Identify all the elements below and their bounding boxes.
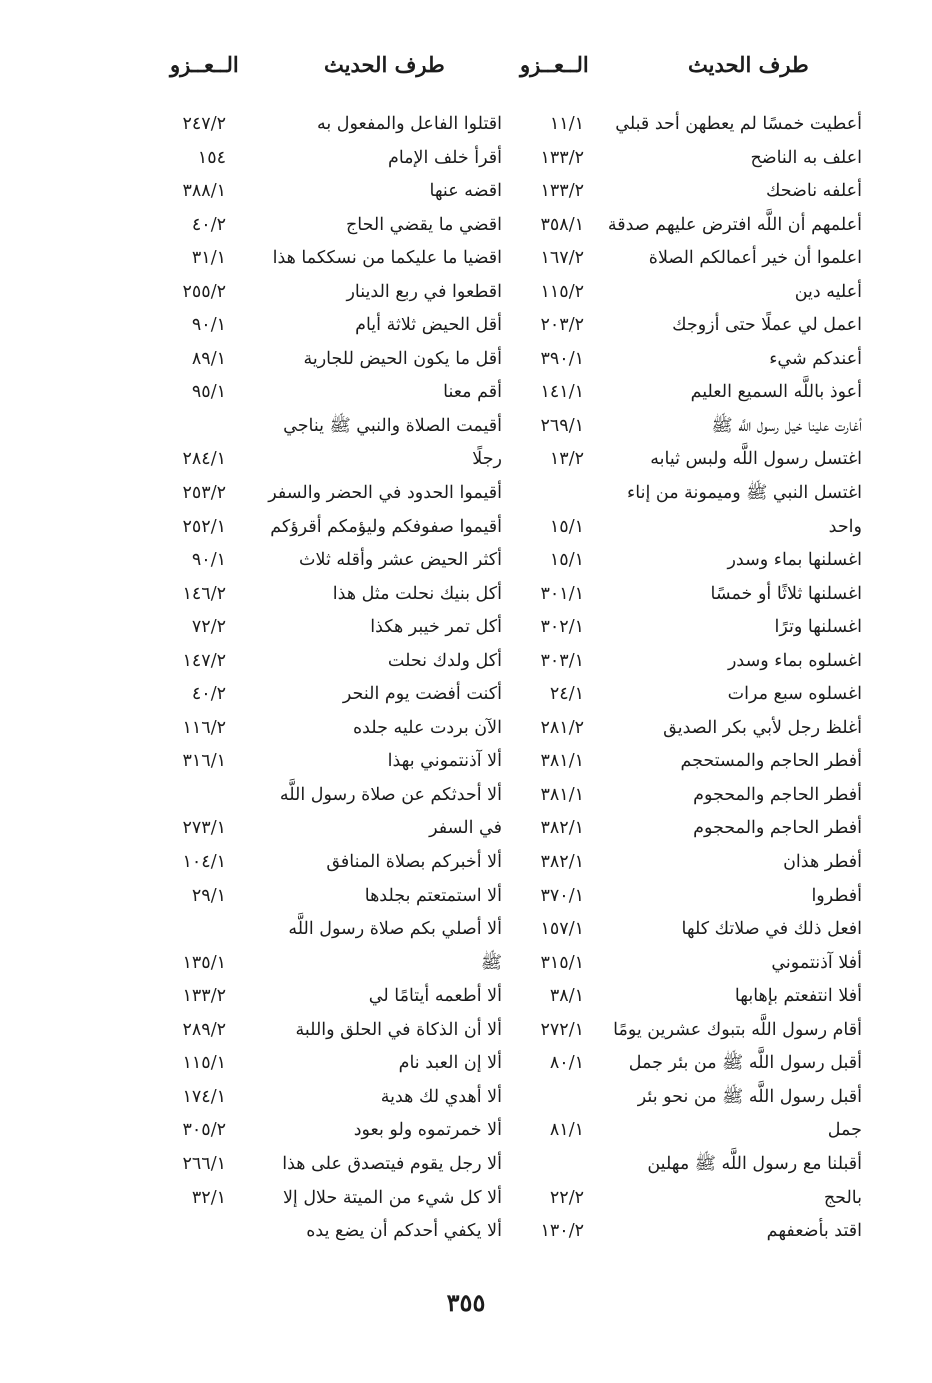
- left-reference: ٤٠/٢: [191, 214, 226, 235]
- right-hadith-text: أقبل رسول اللَّه ﷺ من نحو بئر: [637, 1086, 862, 1107]
- left-hadith-text: اقطعوا في ربع الدينار: [346, 281, 502, 302]
- left-hadith-text: أقم معنا: [443, 382, 502, 403]
- table-row: [0, 242, 932, 276]
- left-reference: ١٠٤/١: [182, 852, 226, 873]
- right-reference: ٢٧٢/١: [540, 1019, 584, 1040]
- left-hadith-text: أقل الحيض ثلاثة أيام: [355, 315, 502, 336]
- left-hadith-text: أقل ما يكون الحيض للجارية: [303, 348, 502, 369]
- left-reference: ٢٥٢/١: [182, 516, 226, 537]
- left-reference: ٤٠/٢: [191, 684, 226, 705]
- left-hadith-text: أقيمت الصلاة والنبي ﷺ يناجي: [283, 415, 502, 436]
- table-row: [0, 175, 932, 209]
- left-reference: ١١٦/٢: [182, 717, 226, 738]
- right-hadith-text: اغتسل النبي ﷺ وميمونة من إناء: [627, 483, 862, 504]
- left-hadith-text: أقيموا صفوفكم وليؤمكم أقرؤكم: [270, 516, 502, 537]
- right-hadith-text: اغسلنها ثلاثًا أو خمسًا: [710, 583, 862, 604]
- right-hadith-text: اعلموا أن خير أعمالكم الصلاة: [648, 248, 862, 269]
- right-reference: ٣٠١/١: [540, 583, 584, 604]
- right-reference: ٣٨١/١: [540, 751, 584, 772]
- left-reference: ٢٧٣/١: [182, 818, 226, 839]
- table-row: [0, 209, 932, 243]
- left-hadith-text: ألا رجل يقوم فيتصدق على هذا: [282, 1153, 502, 1174]
- left-reference: ٩٥/١: [191, 382, 226, 403]
- table-row: [0, 1047, 932, 1081]
- left-hadith-text: ألا أصلي بكم صلاة رسول اللَّه: [288, 919, 502, 940]
- right-hadith-text: أغارت علينا خيل رسول اللَّه ﷺ: [711, 415, 862, 436]
- table-row: [0, 1114, 932, 1148]
- right-hadith-text: واحد: [828, 516, 862, 537]
- left-reference: ١٣٣/٢: [182, 986, 226, 1007]
- right-reference: ٣٧٠/١: [540, 885, 584, 906]
- left-hadith-text: ألا إن العبد نام: [398, 1053, 502, 1074]
- table-row: [0, 812, 932, 846]
- right-reference: ١٣٣/٢: [540, 181, 584, 202]
- table-row: [0, 1081, 932, 1115]
- right-reference: ٢٨١/٢: [540, 717, 584, 738]
- left-hadith-text: أكنت أفضت يوم النحر: [342, 684, 502, 705]
- left-hadith-text: ألا آذنتموني بهذا: [387, 751, 502, 772]
- table-row: [0, 846, 932, 880]
- table-row: [0, 880, 932, 914]
- right-hadith-text: أفلا آذنتموني: [771, 952, 862, 973]
- header-right-hadith: طرف الحديث: [688, 52, 809, 77]
- left-hadith-text: رجلًا: [472, 449, 502, 470]
- right-hadith-text: اغسلوه بماء وسدر: [727, 650, 862, 671]
- left-hadith-text: أكثر الحيض عشر وأقله ثلاث: [299, 550, 502, 571]
- header-left-azw: الــعــزو: [170, 52, 239, 77]
- table-row: [0, 1014, 932, 1048]
- table-row: [0, 745, 932, 779]
- right-hadith-text: اغتسل رسول اللَّه ولبس ثيابه: [650, 449, 862, 470]
- right-reference: ٣٠٣/١: [540, 650, 584, 671]
- right-hadith-text: أعطيت خمسًا لم يعطهن أحد قبلي: [615, 114, 862, 134]
- right-reference: ١١/١: [549, 114, 584, 134]
- left-hadith-text: ألا أخبركم بصلاة المنافق: [326, 852, 502, 873]
- right-hadith-text: أفطر الحاجم والمستحجم: [680, 751, 862, 772]
- left-reference: ٣٢/١: [191, 1187, 226, 1208]
- right-reference: ٢٠٣/٢: [540, 315, 584, 336]
- table-row: [0, 142, 932, 176]
- table-row: [0, 645, 932, 679]
- left-reference: ٧٢/٢: [191, 617, 226, 638]
- right-reference: ١٣/٢: [549, 449, 584, 470]
- table-row: [0, 980, 932, 1014]
- right-hadith-text: أفطروا: [811, 885, 862, 906]
- right-hadith-text: أفلا انتفعتم بإهابها: [734, 986, 862, 1007]
- right-reference: ٣٨١/١: [540, 784, 584, 805]
- right-reference: ١٥/١: [549, 516, 584, 537]
- left-reference: ٢٥٥/٢: [182, 281, 226, 302]
- right-reference: ١٦٧/٢: [540, 248, 584, 269]
- right-reference: ٢٦٩/١: [540, 415, 584, 436]
- left-hadith-text: أقيموا الحدود في الحضر والسفر: [268, 483, 502, 504]
- right-hadith-text: أفطر الحاجم والمحجوم: [693, 784, 862, 805]
- right-reference: ٨١/١: [549, 1120, 584, 1141]
- right-reference: ١٤١/١: [540, 382, 584, 403]
- left-reference: ٢٦٦/١: [182, 1153, 226, 1174]
- table-row: [0, 712, 932, 746]
- right-reference: ٣٩٠/١: [540, 348, 584, 369]
- right-hadith-text: اعمل لي عملًا حتى أزوجك: [672, 315, 862, 336]
- right-hadith-text: أقام رسول اللَّه بتبوك عشرين يومًا: [613, 1019, 862, 1040]
- left-reference: ٣١/١: [191, 248, 226, 269]
- table-row: [0, 913, 932, 947]
- right-reference: ٣٠٢/١: [540, 617, 584, 638]
- right-reference: ٢٤/١: [549, 684, 584, 705]
- left-hadith-text: ألا استمتعتم بجلدها: [364, 885, 502, 906]
- table-row: [0, 477, 932, 511]
- table-row: [0, 276, 932, 310]
- right-reference: ٣٨٢/١: [540, 852, 584, 873]
- left-hadith-text: ألا أحدثكم عن صلاة رسول اللَّه: [279, 784, 502, 805]
- page-number: ٣٥٥: [446, 1288, 486, 1317]
- right-hadith-text: أعندكم شيء: [769, 348, 862, 369]
- right-hadith-text: جمل: [827, 1120, 862, 1141]
- table-row: [0, 1182, 932, 1216]
- left-hadith-text: اقتلوا الفاعل والمفعول به: [316, 114, 502, 134]
- right-reference: ١٣٠/٢: [540, 1221, 584, 1242]
- left-reference: ١١٥/١: [182, 1053, 226, 1074]
- right-reference: ٣٥٨/١: [540, 214, 584, 235]
- table-row: [0, 309, 932, 343]
- left-reference: ٨٩/١: [191, 348, 226, 369]
- table-row: [0, 443, 932, 477]
- right-hadith-text: أقبلنا مع رسول اللَّه ﷺ مهلين: [647, 1153, 862, 1174]
- right-reference: ١٥٧/١: [540, 919, 584, 940]
- left-reference: ١٧٤/١: [182, 1086, 226, 1107]
- right-reference: ١٣٣/٢: [540, 147, 584, 168]
- table-row: [0, 343, 932, 377]
- right-hadith-text: افعل ذلك في صلاتك كلها: [681, 919, 862, 940]
- table-row: [0, 511, 932, 545]
- right-hadith-text: أعوذ باللَّه السميع العليم: [690, 382, 862, 403]
- left-reference: ٢٨٩/٢: [182, 1019, 226, 1040]
- left-hadith-text: أكل ولدك نحلت: [387, 650, 502, 671]
- table-row: [0, 108, 932, 142]
- header-right-azw: الــعــزو: [520, 52, 589, 77]
- left-hadith-text: ألا يكفي أحدكم أن يضع يده: [306, 1221, 502, 1242]
- index-table: [0, 108, 932, 1249]
- left-reference: ١٣٥/١: [182, 952, 226, 973]
- left-reference: ٣١٦/١: [182, 751, 226, 772]
- table-row: [0, 779, 932, 813]
- right-reference: ١١٥/٢: [540, 281, 584, 302]
- right-reference: ١٥/١: [549, 550, 584, 571]
- right-hadith-text: أفطر الحاجم والمحجوم: [693, 818, 862, 839]
- left-reference: ٩٠/١: [191, 550, 226, 571]
- right-hadith-text: أعلفه ناضحك: [765, 181, 862, 202]
- right-hadith-text: اغسلنها وترًا: [774, 617, 862, 638]
- table-row: [0, 947, 932, 981]
- right-reference: ٣٨/١: [549, 986, 584, 1007]
- left-reference: ٢٩/١: [191, 885, 226, 906]
- left-hadith-text: ﷺ: [480, 952, 502, 973]
- table-row: [0, 678, 932, 712]
- left-hadith-text: ألا أطعمه أيتامًا لي: [368, 986, 502, 1007]
- right-hadith-text: اغسلنها بماء وسدر: [727, 550, 862, 571]
- table-row: [0, 544, 932, 578]
- right-reference: ٢٢/٢: [549, 1187, 584, 1208]
- left-hadith-text: ألا أهدي لك هدية: [380, 1086, 502, 1107]
- left-hadith-text: الآن بردت عليه جلده: [352, 717, 502, 738]
- left-hadith-text: ألا أن الذكاة في الحلق واللبة: [295, 1019, 502, 1040]
- table-row: [0, 611, 932, 645]
- right-reference: ٨٠/١: [549, 1053, 584, 1074]
- left-reference: ٣٠٥/٢: [182, 1120, 226, 1141]
- table-row: [0, 410, 932, 444]
- left-hadith-text: ألا خمرتموه ولو بعود: [353, 1120, 502, 1141]
- right-hadith-text: أغلظ رجل لأبي بكر الصديق: [663, 717, 862, 738]
- right-reference: ٣١٥/١: [540, 952, 584, 973]
- left-hadith-text: أكل بنيك نحلت مثل هذا: [332, 583, 502, 604]
- right-hadith-text: أقبل رسول اللَّه ﷺ من بئر جمل: [628, 1053, 862, 1074]
- right-hadith-text: أعليه دين: [794, 281, 862, 302]
- left-reference: ١٤٦/٢: [182, 583, 226, 604]
- right-hadith-text: أعلمهم أن اللَّه افترض عليهم صدقة: [607, 214, 862, 235]
- left-reference: ٢٨٤/١: [182, 449, 226, 470]
- header-left-hadith: طرف الحديث: [324, 52, 445, 77]
- left-reference: ٢٥٣/٢: [182, 483, 226, 504]
- table-row: [0, 376, 932, 410]
- left-reference: ١٥٤: [197, 147, 226, 168]
- right-hadith-text: أفطر هذان: [783, 852, 862, 873]
- right-hadith-text: بالحج: [823, 1187, 862, 1208]
- right-reference: ٣٨٢/١: [540, 818, 584, 839]
- left-hadith-text: اقضي ما يقضي الحاج: [346, 214, 502, 235]
- left-hadith-text: أكل تمر خيبر هكذا: [370, 617, 502, 638]
- left-hadith-text: اقضه عنها: [429, 181, 502, 202]
- left-reference: ٩٠/١: [191, 315, 226, 336]
- table-row: [0, 1148, 932, 1182]
- left-hadith-text: اقضيا ما عليكما من نسككما هذا: [272, 248, 502, 269]
- table-row: [0, 1215, 932, 1249]
- left-hadith-text: أقرأ خلف الإمام: [388, 147, 502, 168]
- left-reference: ١٤٧/٢: [182, 650, 226, 671]
- left-reference: ٢٤٧/٢: [182, 114, 226, 134]
- right-hadith-text: اعلف به الناضح: [750, 147, 862, 168]
- right-hadith-text: اقتد بأضعفهم: [766, 1221, 862, 1242]
- right-hadith-text: اغسلوه سبع مرات: [727, 684, 862, 705]
- table-row: [0, 578, 932, 612]
- left-reference: ٣٨٨/١: [182, 181, 226, 202]
- left-hadith-text: ألا كل شيء من الميتة حلال إلا: [282, 1187, 502, 1208]
- left-hadith-text: في السفر: [429, 818, 502, 839]
